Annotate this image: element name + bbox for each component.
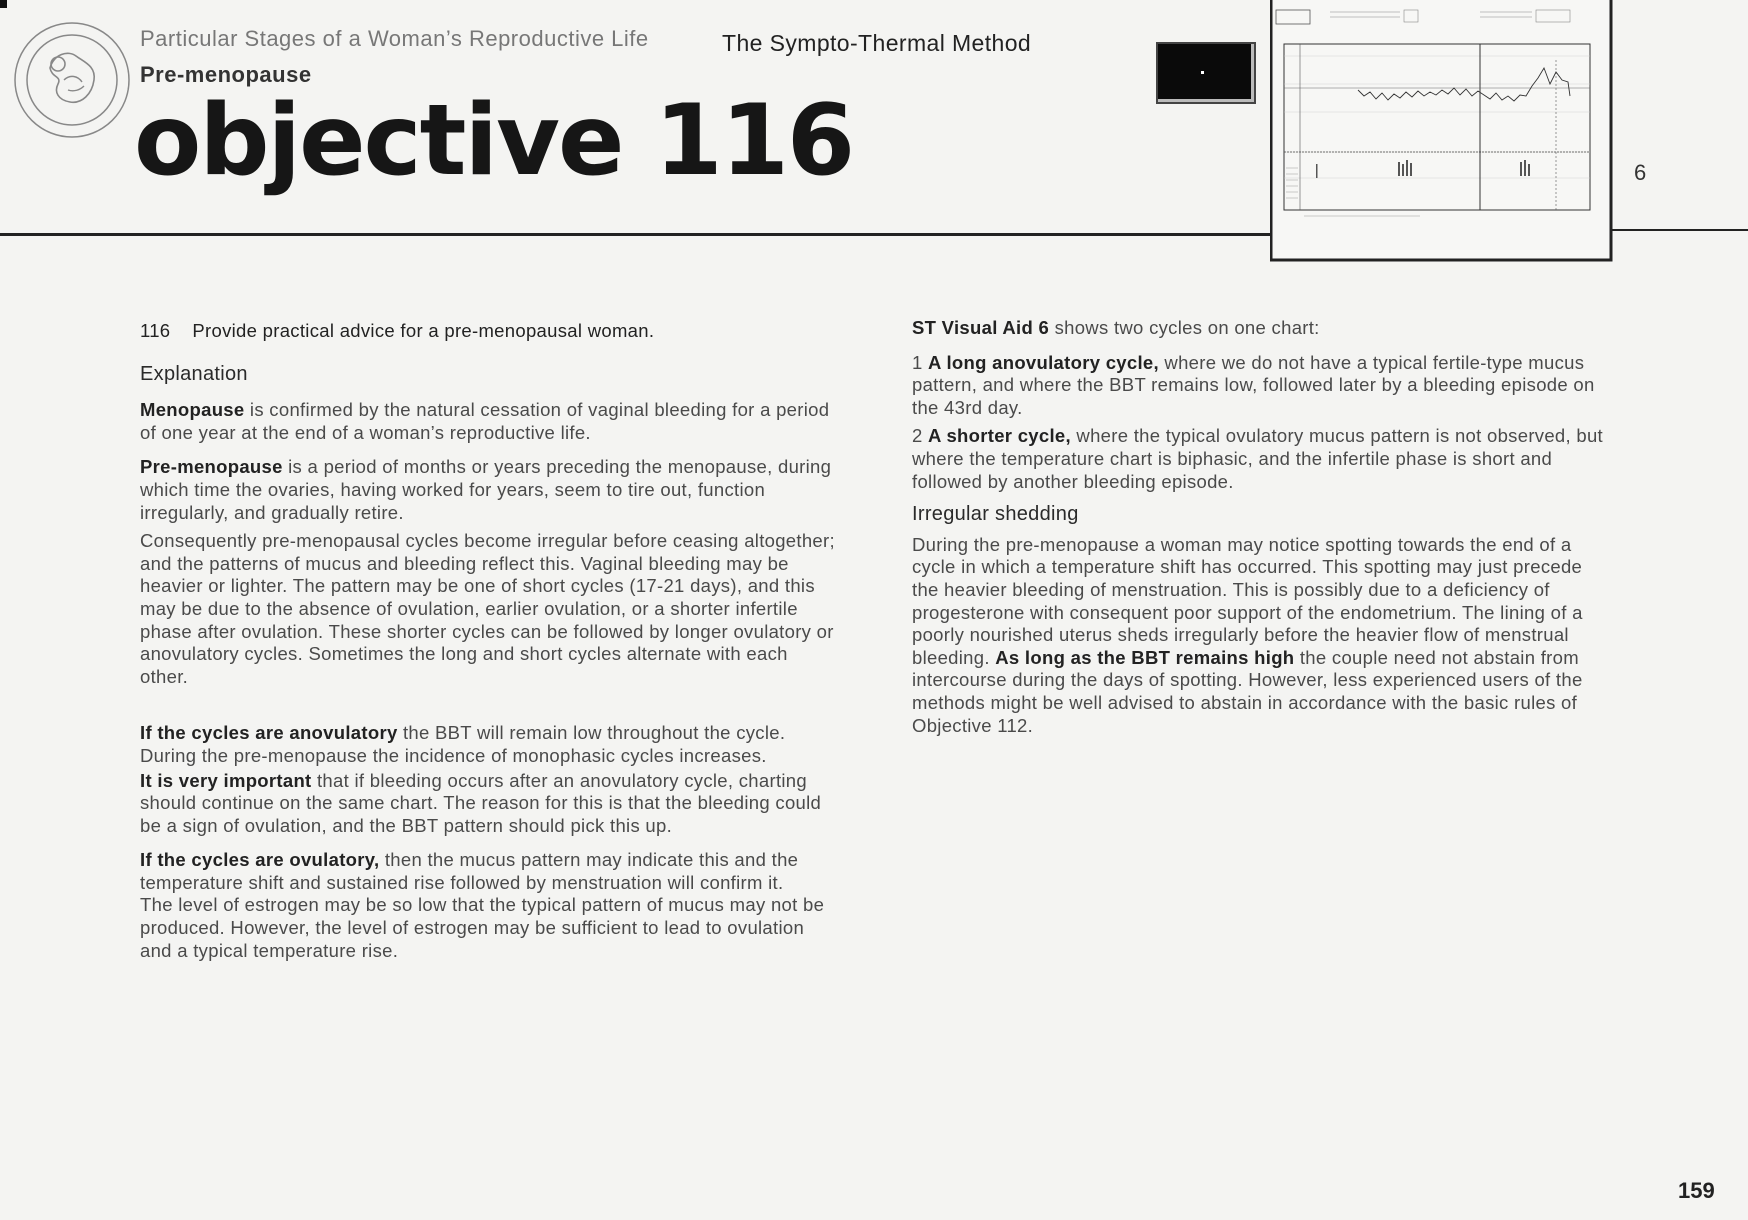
paragraph-pre-menopause: Pre-menopause is a period of months or years preceding the menopause, during which time the ovaries, having worked for years, seem to tire out, function irregularly, and gradually retire. — [140, 456, 832, 523]
visual-aid-number: 6 — [1634, 160, 1647, 185]
paragraph-visual-aid-intro: ST Visual Aid 6 shows two cycles on one chart: — [912, 317, 1320, 338]
objective-number: 116 — [140, 320, 171, 341]
objective-text: Provide practical advice for a pre-menopausal woman. — [192, 320, 655, 341]
visual-aid-thumbnail — [1270, 0, 1614, 262]
term-menopause: Menopause — [140, 399, 245, 421]
black-tab-marker — [1156, 42, 1256, 104]
paragraph-anovulatory: If the cycles are anovulatory the BBT will remain low throughout the cycle. During the pre-menopause the incidence of monophasic cycles increases. — [140, 722, 786, 766]
left-column — [140, 320, 840, 962]
term-pre-menopause: Pre-menopause — [140, 456, 283, 478]
paragraph-estrogen: The level of estrogen may be so low that the typical pattern of mucus may not be produced. However, the level of estrogen may be sufficient to lead to ovulation and a typical temperature rise. — [140, 894, 825, 961]
subsection-title: Pre-menopause — [140, 62, 312, 87]
corner-mark — [0, 0, 7, 8]
paragraph-irregular-cycles: Consequently pre-menopausal cycles become irregular before ceasing altogether; and the patterns of mucus and bleeding reflect this. Vaginal bleeding may be heavier or lighter. The pattern may be one of short cycles (17-21 days), and this may be due to the absence of ovulation, earlier ovulation, or a shorter infertile phase after ovulation. These shorter cycles can be followed by longer ovulatory or anovulatory cycles. Sometimes the long and short cycles alternate with each other. — [140, 530, 835, 687]
explanation-heading: Explanation — [140, 362, 248, 385]
tab-dot — [1201, 71, 1204, 74]
paragraph-ovulatory: If the cycles are ovulatory, then the mucus pattern may indicate this and the temperature shift and sustained rise followed by menstruation will confirm it. — [140, 849, 799, 893]
list-item-long-cycle: 1 A long anovulatory cycle, where we do not have a typical fertile-type mucus pattern, and where the BBT remains low, followed later by a bleeding episode on the 43rd day. — [912, 351, 1595, 418]
method-title: The Sympto-Thermal Method — [722, 30, 1032, 56]
series-title: Particular Stages of a Woman’s Reproductive Life — [140, 26, 649, 51]
paragraph-important: It is very important that if bleeding occurs after an anovulatory cycle, charting should continue on the same chart. The reason for this is that the bleeding could be a sign of ovulation, and the BBT pattern should pick this up. — [140, 769, 822, 836]
header-rule-right — [1612, 229, 1748, 231]
paragraph-irregular-shedding: During the pre-menopause a woman may notice spotting towards the end of a cycle in which a temperature shift has occurred. This spotting may just precede the heavier bleeding of menstruation. This is possibly due to a deficiency of progesterone with consequent poor support of the endometrium. The lining of a poorly nourished uterus sheds irregularly before the heavier flow of menstrual bleeding. As long as the BBT remains high the couple need not abstain from intercourse during the days of spotting. However, less experienced users of the methods might be well advised to abstain in accordance with the basic rules of Objective 112. — [912, 533, 1583, 736]
objective-heading: objective 116 — [134, 84, 854, 198]
page-number: 159 — [1678, 1178, 1715, 1203]
right-column — [912, 317, 1612, 737]
emblem-logo — [12, 20, 132, 140]
header-rule — [0, 233, 1270, 236]
objective-statement — [140, 320, 840, 343]
paragraph-menopause: Menopause is confirmed by the natural cessation of vaginal bleeding for a period of one year at the end of a woman’s reproductive life. — [140, 399, 830, 443]
irregular-shedding-heading: Irregular shedding — [912, 503, 1079, 526]
list-item-short-cycle: 2 A shorter cycle, where the typical ovulatory mucus pattern is not observed, but where the temperature chart is biphasic, and the infertile phase is short and followed by another bleeding episode. — [912, 425, 1603, 492]
